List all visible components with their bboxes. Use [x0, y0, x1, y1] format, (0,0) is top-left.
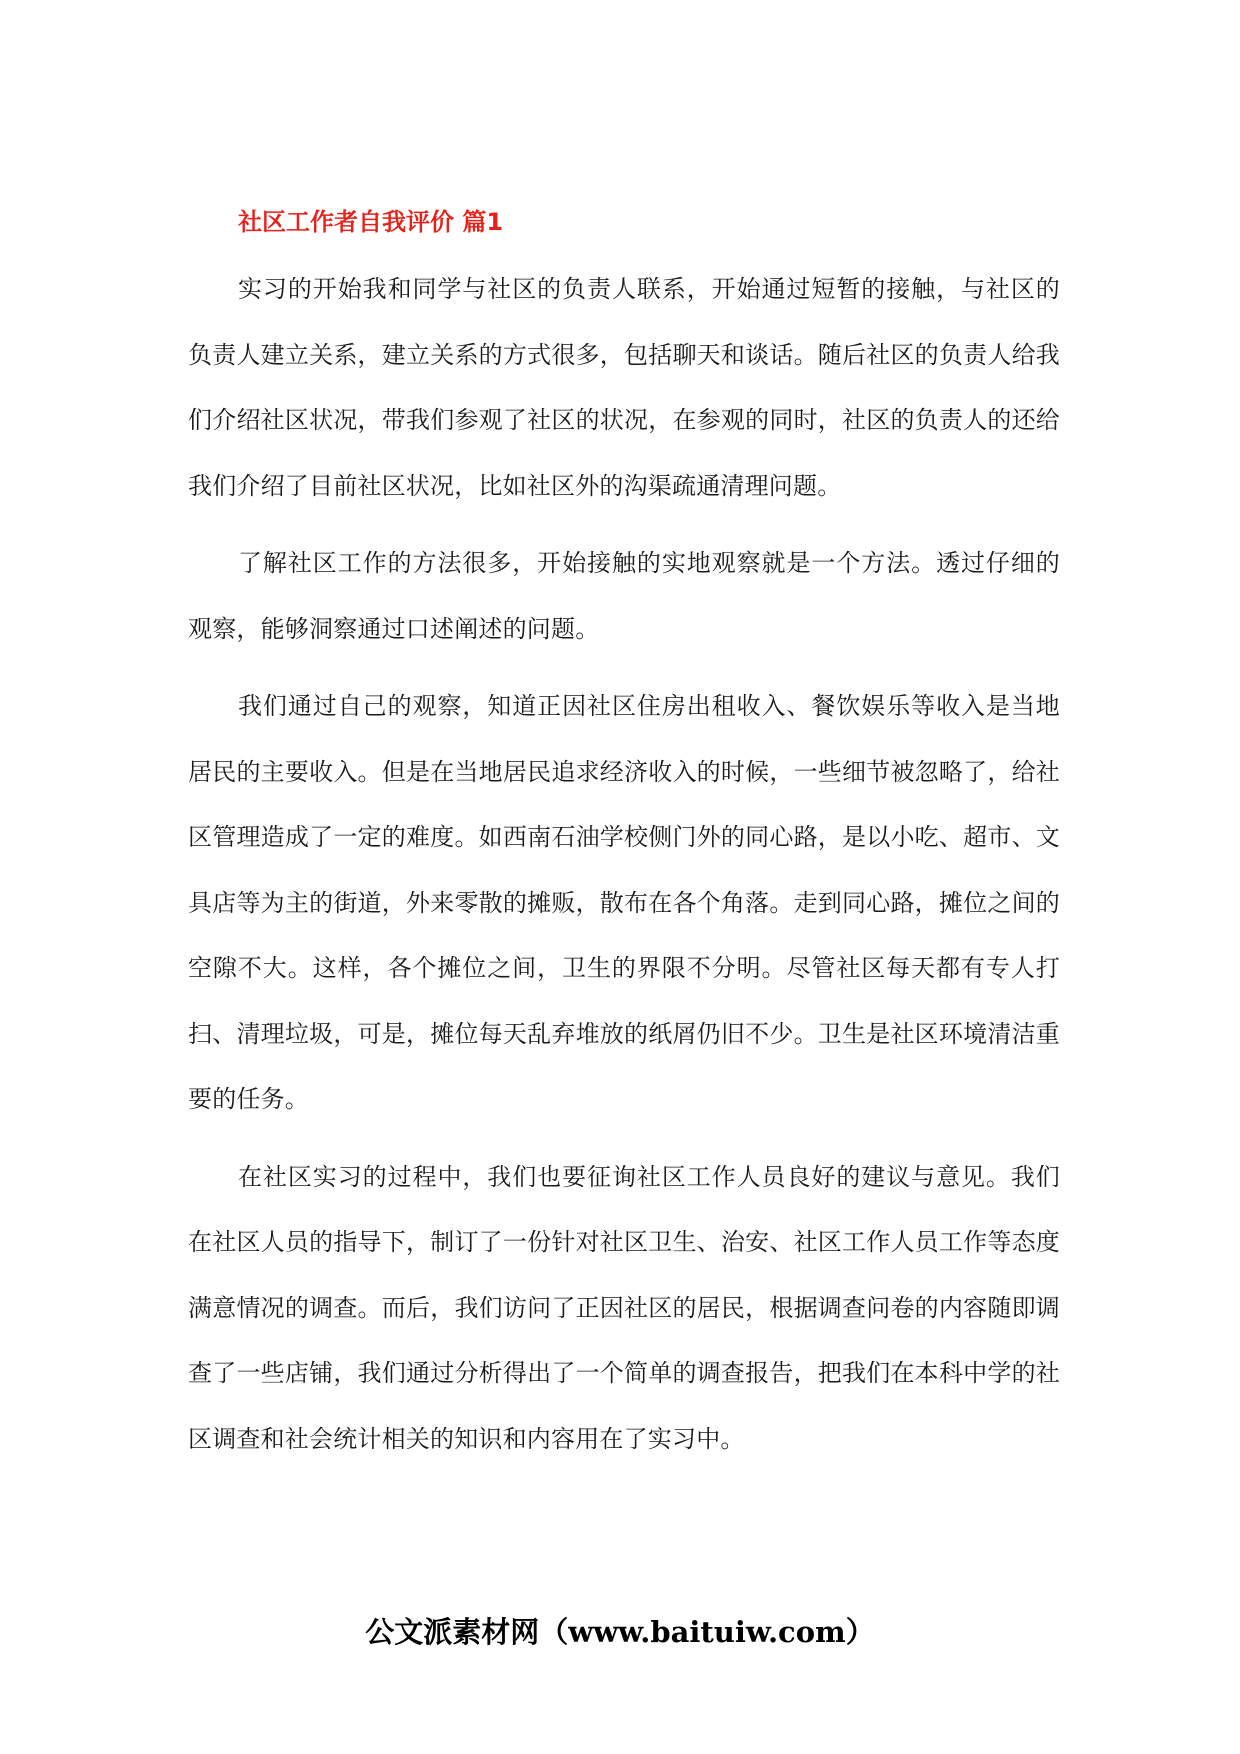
paragraph: 实习的开始我和同学与社区的负责人联系，开始通过短暂的接触，与社区的负责人建立关系，建立关系的方式很多，包括聊天和谈话。随后社区的负责人给我们介绍社区状况，带我们参观了社区的状况，在参观的同时，社区的负责人的还给我们介绍了目前社区状况，比如社区外的沟渠疏通清理问题。 [188, 275, 1060, 500]
paragraph: 了解社区工作的方法很多，开始接触的实地观察就是一个方法。透过仔细的观察，能够洞察通过口述阐述的问题。 [188, 549, 1060, 643]
paragraph: 在社区实习的过程中，我们也要征询社区工作人员良好的建议与意见。我们在社区人员的指导下，制订了一份针对社区卫生、治安、社区工作人员工作等态度满意情况的调查。而后，我们访问了正因社区的居民，根据调查问卷的内容随即调查了一些店铺，我们通过分析得出了一个简单的调查报告，把我们在本科中学的社区调查和社会统计相关的知识和内容用在了实习中。 [188, 1162, 1060, 1453]
document-body [188, 200, 1060, 1484]
section-heading: 社区工作者自我评价 篇1 [238, 208, 504, 236]
page-footer: 公文派素材网（www.baituiw.com） [365, 1615, 875, 1649]
paragraph: 我们通过自己的观察，知道正因社区住房出租收入、餐饮娱乐等收入是当地居民的主要收入。但是在当地居民追求经济收入的时候，一些细节被忽略了，给社区管理造成了一定的难度。如西南石油学校侧门外的同心路，是以小吃、超市、文具店等为主的街道，外来零散的摊贩，散布在各个角落。走到同心路，摊位之间的空隙不大。这样，各个摊位之间，卫生的界限不分明。尽管社区每天都有专人打扫、清理垃圾，可是，摊位每天乱弃堆放的纸屑仍旧不少。卫生是社区环境清洁重要的任务。 [188, 692, 1060, 1113]
